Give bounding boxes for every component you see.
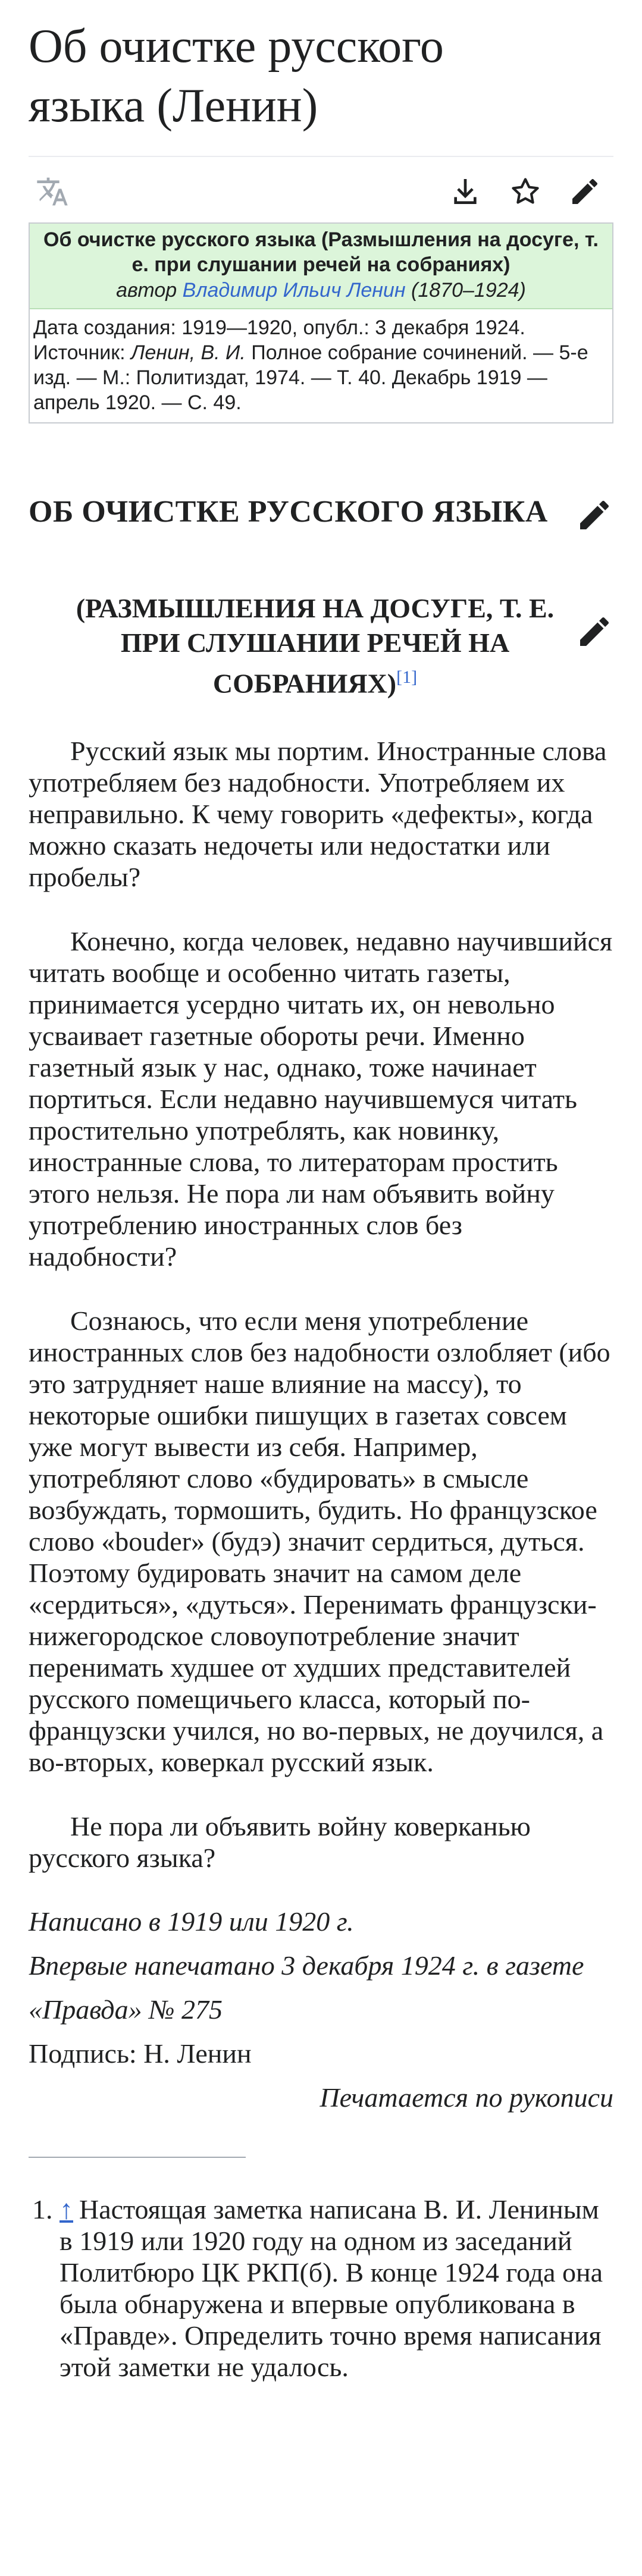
section-heading: ОБ ОЧИСТКЕ РУССКОГО ЯЗЫКА — [29, 495, 548, 529]
download-button[interactable] — [447, 175, 483, 211]
author-link[interactable]: Владимир Ильич Ленин — [182, 279, 406, 302]
paragraph: Сознаюсь, что если меня употребление иностранных слов без надобности озлобляет (ибо это затрудняет наше влияние на массу), то некоторые ошибки пишущих в газетах совсем уже могут вывести из себя. Например, употребляют слово «будировать» в смысле возбуждать, тормошить, будить. Но французское слово «bouder» (будэ) значит сердиться, дуться. Поэтому будировать значит на самом деле «сердиться», «дуться». Перенимать французски-нижегородское словоупотребление значит перенимать худшее от худших представителей русского помещичьего класса, который по-французски учился, но во-первых, не доучился, а во-вторых, коверкал русский язык. — [29, 1306, 610, 1778]
paragraph: Не пора ли объявить войну коверканью русского языка? — [29, 1811, 531, 1874]
page-actions-toolbar — [29, 157, 613, 222]
source-rest: Полное собрание сочинений. — 5-е изд. — М.: Политиздат, 1974. — Т. 40. Декабрь 1919 — апрель 1920. — С. 49. — [33, 341, 588, 414]
work-title: Об очистке русского языка (Размышления на досуге, т. е. при слушании речей на собраниях) — [43, 228, 599, 276]
signature: Подпись: Н. Ленин — [29, 2038, 252, 2069]
footnote-ref[interactable]: [1] — [396, 667, 418, 687]
written-note: Написано в 1919 или 1920 г. — [29, 1906, 354, 1937]
subsection-heading — [29, 532, 613, 701]
edit-subsection-button[interactable] — [575, 613, 613, 651]
source-label: Источник: — [33, 341, 126, 364]
first-printed-note: Впервые напечатано 3 декабря 1924 г. в газете «Правда» № 275 — [29, 1950, 584, 2025]
references-list — [29, 2194, 613, 2383]
references-divider — [29, 2157, 246, 2158]
pencil-icon — [568, 175, 602, 211]
edit-section-button[interactable] — [575, 496, 613, 534]
download-icon — [449, 175, 482, 211]
paragraph: Конечно, когда человек, недавно научившийся читать вообще и особенно читать газеты, принимается усердно читать их, он невольно усваивает газетные обороты речи. Именно газетный язык у нас, однако, тоже начинает портиться. Если недавно научившемуся читать простительно употреблять, как новинку, иностранные слова, то литераторам простить этого нельзя. Не пора ли нам объявить войну употреблению иностранных слов без надобности? — [29, 926, 613, 1272]
translate-icon — [36, 175, 69, 211]
source-line — [33, 340, 609, 415]
star-icon — [509, 175, 542, 211]
subsection — [29, 532, 613, 701]
page-title-line-1: Об очистке русского — [29, 20, 444, 73]
pencil-icon — [575, 643, 613, 653]
page-title — [29, 0, 613, 136]
watch-button[interactable] — [508, 175, 543, 211]
manuscript-note: Печатается по рукописи — [320, 2082, 613, 2113]
author-years: (1870–1924) — [411, 279, 526, 302]
main-section — [29, 423, 613, 532]
author-prefix: автор — [116, 279, 177, 302]
creation-date: Дата создания: 1919—1920, опубл.: 3 декабря 1924. — [33, 316, 525, 339]
subsection-heading-text: (РАЗМЫШЛЕНИЯ НА ДОСУГЕ, Т. Е. ПРИ СЛУШАНИИ РЕЧЕЙ НА СОБРАНИЯХ) — [76, 593, 555, 699]
edit-page-button[interactable] — [567, 175, 603, 211]
reference-text: Настоящая заметка написана В. И. Лениным в 1919 или 1920 году на одном из заседаний Политбюро ЦК РКП(б). В конце 1924 года она была обнаружена и впервые опубликована в «Правде». Определить точно время написания этой заметки не удалось. — [59, 2194, 603, 2383]
work-header — [29, 222, 613, 423]
reference-item — [59, 2194, 613, 2383]
page-title-line-2: языка (Ленин) — [29, 80, 318, 132]
reference-backlink[interactable]: ↑ — [59, 2194, 73, 2225]
paragraph: Русский язык мы портим. Иностранные слова употребляем без надобности. Употребляем их неправильно. К чему говорить «дефекты», когда можно сказать недочеты или недостатки или пробелы? — [29, 736, 607, 893]
source-author: Ленин, В. И. — [131, 341, 246, 364]
language-button[interactable] — [35, 175, 70, 211]
work-header-title-block — [30, 224, 612, 309]
work-header-notes — [30, 309, 612, 422]
author-line — [42, 277, 600, 303]
